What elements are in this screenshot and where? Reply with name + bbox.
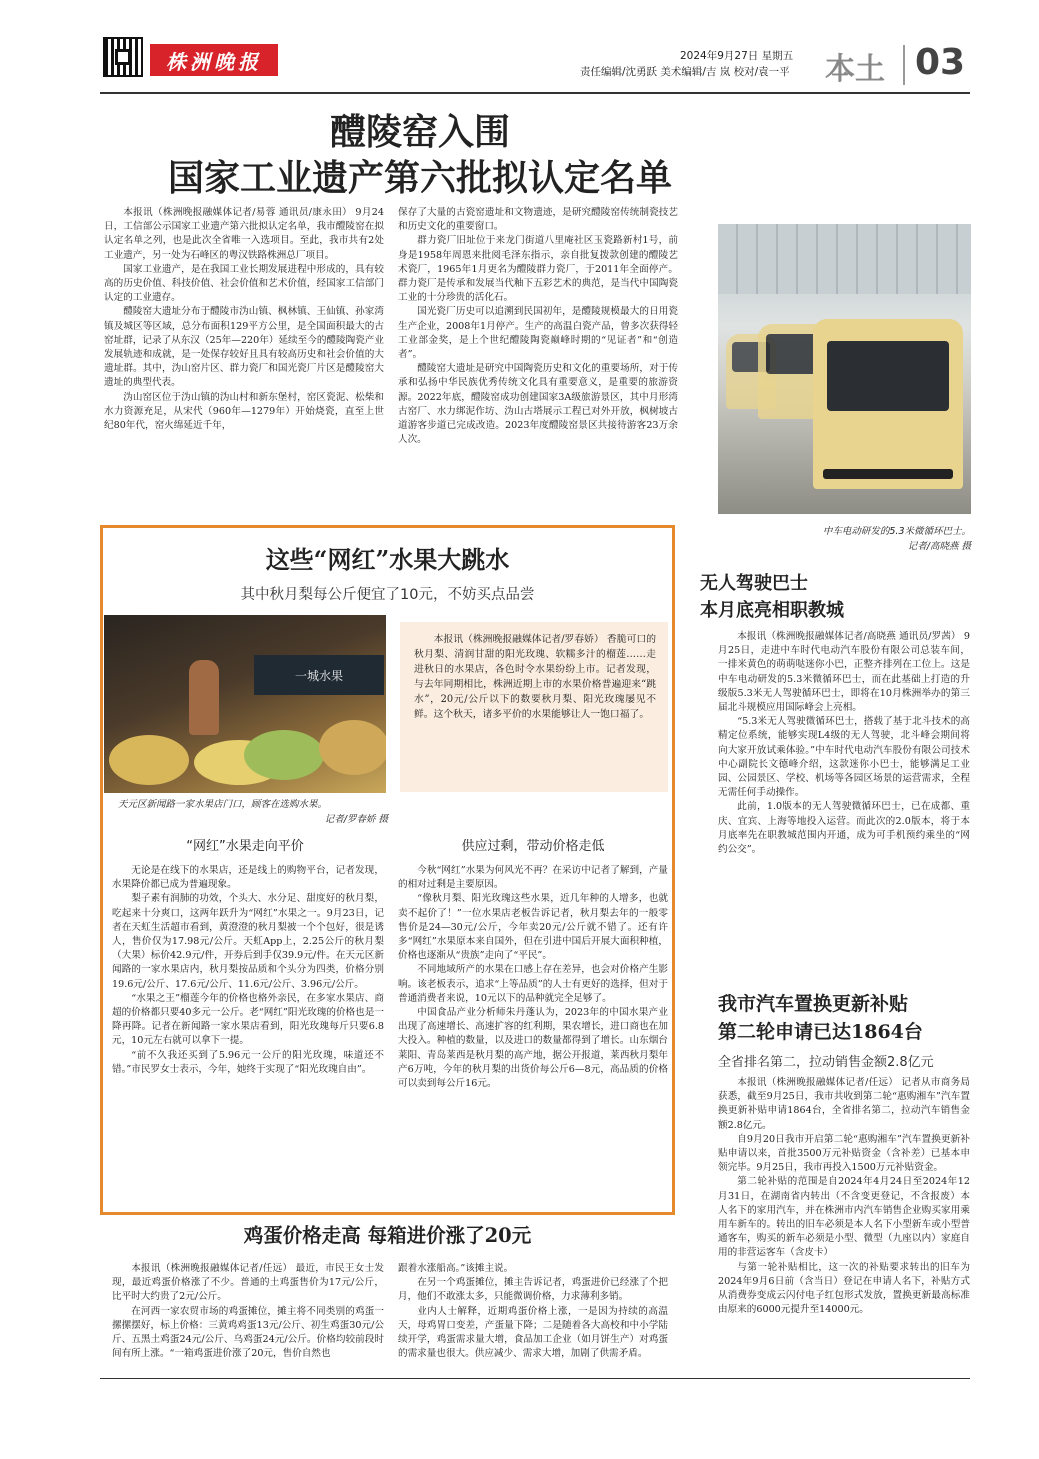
car-article-body xyxy=(718,1076,970,1317)
headline-line2: 本月底亮相职教城 xyxy=(700,600,844,621)
paragraph: 沩山窑区位于沩山镇的沩山村和新东堡村，窑区瓷泥、松柴和水力资源充足，从宋代（960年—1279年）开始烧瓷，直至上世纪80年代，窑火绵延近千年， xyxy=(104,391,384,432)
paragraph: 在河西一家农贸市场的鸡蛋摊位，摊主将不同类别的鸡蛋一摞摞摆好，标上价格：三黄鸡鸡蛋13元/公斤、初生鸡蛋30元/公斤、五黑土鸡蛋24元/公斤、乌鸡蛋24元/公斤。价格均较前段时间有所上涨。“一箱鸡蛋进价涨了20元，售价自然也 xyxy=(112,1305,384,1360)
bus-article-body xyxy=(718,630,970,857)
subheading-fruit-2: 供应过剩，带动价格走低 xyxy=(461,839,605,854)
bus-photo-caption xyxy=(718,524,971,554)
shop-sign: 一城水果 xyxy=(254,655,384,695)
fruit-photo-caption xyxy=(118,797,388,827)
paragraph: 梨子素有润肺的功效，个头大、水分足、甜度好的秋月梨，吃起来十分爽口，这两年跃升为“网红”水果之一。9月23日，记者在天虹生活超市看到，黄澄澄的秋月梨被一个个包好，很是诱人，售价仅为17.98元/公斤。天虹App上，2.25公斤的秋月梨（大果）标价42.9元/件，开券后到手仅39.9元/件。在天元区新闻路的一家水果店内，秋月梨按品质和个头分为四类，价格分别19.6元/公斤、17.6元/公斤、11.6元/公斤、3.96元/公斤。 xyxy=(112,893,384,990)
paragraph: 保存了大量的古瓷窑遗址和文物遗迹，是研究醴陵窑传统制瓷技艺和历史文化的重要窗口。 xyxy=(398,207,678,233)
headline-line2: 国家工业遗产第六批拟认定名单 xyxy=(167,158,672,199)
paragraph: 国家工业遗产，是在我国工业长期发展进程中形成的，具有较高的历史价值、科技价值、社会价值和艺术价值，经国家工信部门认定的工业遗存。 xyxy=(104,263,384,304)
page-number: 03 xyxy=(915,42,966,83)
paragraph: 业内人士解释，近期鸡蛋价格上涨，一是因为持续的高温天，母鸡胃口变差，产蛋量下降；二是随着各大高校和中小学陆续开学，鸡蛋需求量大增，食品加工企业（如月饼生产）对鸡蛋的需求量也很大。供应减少、需求大增，加剧了供需矛盾。 xyxy=(398,1305,668,1360)
headline-car-subsidy xyxy=(718,990,978,1046)
eggs-column1 xyxy=(112,1262,384,1361)
fruit-column1 xyxy=(112,864,384,1077)
fruit-intro-box xyxy=(400,622,668,792)
paragraph: “前不久我还买到了5.96元一公斤的阳光玫瑰，味道还不错。”市民罗女士表示，今年，她终于实现了“阳光玫瑰自由”。 xyxy=(112,1049,384,1075)
header-rule xyxy=(100,92,970,94)
fruit-shop-photo xyxy=(104,615,386,793)
fruit-column2 xyxy=(398,864,668,1091)
paragraph: 此前，1.0版本的无人驾驶微循环巴士，已在成都、重庆、宜宾、上海等地投入运营。而此次的2.0版本，将于本月底率先在职教城范围内开通，成为可手机预约乘坐的“网约公交”。 xyxy=(718,801,970,856)
paragraph: 本报讯（株洲晚报融媒体记者/易蓉 通讯员/康永田） 9月24日，工信部公示国家工业遗产第六批拟认定名单，我市醴陵窑在拟认定名单之列，也是此次全省唯一入选项目。至此，我市共有2处工业遗产，另一处为石峰区的粤汉铁路株洲总厂项目。 xyxy=(104,207,384,261)
paragraph: “水果之王”榴莲今年的价格也格外亲民，在多家水果店、商超的价格都只要40多元一公斤。老“网红”阳光玫瑰的价格也是一降再降。记者在新闻路一家水果店看到，阳光玫瑰每斤只要6.8元，10元左右就可以拿下一提。 xyxy=(112,992,384,1047)
headline-line2: 第二轮申请已达1864台 xyxy=(718,1021,923,1043)
paragraph: 本报讯（株洲晚报融媒体记者/任远） 记者从市商务局获悉，截至9月25日，我市共收到第二轮“惠购湘车”汽车置换更新补贴申请1864台，全省排名第二，拉动汽车销售金额2.8亿元。 xyxy=(718,1077,970,1131)
fruit-intro: 本报讯（株洲晚报融媒体记者/罗春娇） 香脆可口的秋月梨、清润甘甜的阳光玫瑰、软糯多汁的榴莲……走进秋日的水果店，各色时令水果纷纷上市。记者发现，与去年同期相比，株洲近期上市的水果价格普遍迎来“跳水”，20元/公斤以下的数要秋月梨、阳光玫瑰屡见不鲜。这个秋天，诸多平价的水果能够让人一饱口福了。 xyxy=(414,634,656,720)
paragraph: 国光瓷厂历史可以追溯到民国初年，是醴陵规模最大的日用瓷生产企业，2008年1月停产。生产的高温白瓷产品，曾多次获得轻工业部金奖，是上个世纪醴陵陶瓷巅峰时期的“见证者”和“创造者”。 xyxy=(398,306,678,361)
headline-driverless-bus xyxy=(700,570,970,624)
section-name: 本土 xyxy=(825,52,885,87)
paragraph: 不同地域所产的水果在口感上存在差异，也会对价格产生影响。该老板表示，追求“上等品质”的人士有更好的选择，但对于普通消费者来说，10元以下的品种就完全足够了。 xyxy=(398,964,668,1004)
caption-line2: 记者/高晓燕 摄 xyxy=(907,541,971,552)
paragraph: 在另一个鸡蛋摊位，摊主告诉记者，鸡蛋进价已经涨了个把月，他们不敢涨太多，只能微调价格，力求薄利多销。 xyxy=(398,1277,668,1303)
caption-line1: 天元区新闻路一家水果店门口，顾客在选购水果。 xyxy=(118,799,328,810)
headline-eggs: 鸡蛋价格走高 每箱进价涨了20元 xyxy=(243,1224,532,1247)
paragraph: 与第一轮补贴相比，这一次的补贴要求转出的旧车为2024年9月6日前（含当日）登记在申请人名下，补贴方式从消费券变成云闪付电子红包形式发放，置换更新最高标准由原来的6000元提升至14000元。 xyxy=(718,1261,970,1316)
eggs-column2 xyxy=(398,1262,668,1361)
paragraph: 自9月20日我市开启第二轮“惠购湘车”汽车置换更新补贴申请以来，首批3500万元补贴资金（含补差）已基本申领完毕。9月25日，我市再投入1500万元补贴资金。 xyxy=(718,1133,970,1174)
paragraph: 中国食品产业分析师朱丹蓬认为，2023年的中国水果产业出现了高速增长、高速扩容的红利期，果农增长，进口商也在加大投入。种植的数量，以及进口的数量都得到了增长。山东烟台莱阳、青岛莱西是秋月梨的高产地，据公开报道，莱西秋月梨年产6万吨，今年的秋月梨的出货价每公斤6—8元，高品质的价格可以卖到每公斤16元。 xyxy=(398,1007,668,1090)
paragraph: 第二轮补贴的范围是自2024年4月24日至2024年12月31日，在湖南省内转出（不含变更登记，不含报废）本人名下的家用汽车，并在株洲市内汽车销售企业购买家用乘用车新车的。转出的旧车必须是本人名下小型新车或小型普通客车，购买的新车必须是小型、微型（九座以内）家庭自用的非营运客车（含皮卡） xyxy=(718,1176,970,1259)
paragraph: “5.3米无人驾驶微循环巴士，搭载了基于北斗技术的高精定位系统，能够实现L4级的无人驾驶，北斗峰会期间将向大家开放试乘体验。”中车时代电动汽车股份有限公司技术中心副院长文德峰介绍，这款迷你小巴士，能够满足工业园、公园景区、学校、机场等各园区场景的运营需求，全程无需任何手动操作。 xyxy=(718,716,970,799)
bus-photo xyxy=(718,224,971,514)
date-line: 2024年9月27日 星期五 xyxy=(680,50,794,62)
paragraph: 醴陵窑大遗址是研究中国陶瓷历史和文化的重要场所，对于传承和弘扬中华民族优秀传统文化具有重要意义，是重要的旅游资源。2022年底，醴陵窑成功创建国家3A级旅游景区，其中月形湾古窑厂、水力绑泥作坊、沩山古塔展示工程已对外开放，枫树坡古道游客步道已完成改造。2023年度醴陵窑景区共接待游客23万余人次。 xyxy=(398,363,678,446)
paragraph: 醴陵窑大遗址分布于醴陵市沩山镇、枫林镇、王仙镇、孙家湾镇及城区等区域，总分布面积129平方公里，是全国面积最大的古窑址群，记录了从东汉（25年—220年）延续至今的醴陵陶瓷产业发展轨迹和成就，是一处保存较好且具有较高历史和社会价值的大遗址群。其中，沩山窑片区、群力瓷厂和国光瓷厂片区是醴陵窑大遗址的典型代表。 xyxy=(104,306,384,389)
section-divider xyxy=(903,45,905,85)
headline-line1: 我市汽车置换更新补贴 xyxy=(718,993,909,1015)
subheadline-fruit: 其中秋月梨每公斤便宜了10元，不妨买点品尝 xyxy=(240,587,535,603)
newspaper-logo: 株洲晚报 xyxy=(150,44,278,76)
footer-rule xyxy=(100,1378,970,1379)
article1-column1 xyxy=(104,206,384,433)
paragraph: 群力瓷厂旧址位于来龙门街道八里庵社区玉瓷路新村1号，前身是1958年周恩来批阅毛泽东指示，亲自批复拨款创建的醴陵艺术瓷厂，1965年1月更名为醴陵群力瓷厂，于2011年全面停产。群力瓷厂是传承和发展当代釉下五彩艺术的典范，是当代中国陶瓷工业的十分珍贵的活化石。 xyxy=(398,235,678,304)
editor-credits: 责任编辑/沈勇跃 美术编辑/吉 岚 校对/袁一平 xyxy=(580,66,790,78)
paragraph: “像秋月梨、阳光玫瑰这些水果，近几年种的人增多，也就卖不起价了！”一位水果店老板告诉记者，秋月梨去年的一般零售价是24—30元/公斤，今年卖20元/公斤就不错了。还有许多“网红”水果原本来自国外，但在引进中国后开展大面积种植，价格也逐渐从“贵族”走向了“平民”。 xyxy=(398,893,668,962)
headline-liling-kiln xyxy=(100,110,740,202)
paragraph: 跟着水涨船高。”该摊主说。 xyxy=(398,1263,514,1274)
headline-fruit: 这些“网红”水果大跳水 xyxy=(265,545,510,574)
caption-line2: 记者/罗春娇 摄 xyxy=(324,814,388,825)
subheading-fruit-1: “网红”水果走向平价 xyxy=(186,839,304,854)
paragraph: 本报讯（株洲晚报融媒体记者/任远） 最近，市民王女士发现，最近鸡蛋价格涨了不少。普通的土鸡蛋售价为17元/公斤，比平时大约贵了2元/公斤。 xyxy=(112,1263,384,1303)
qr-code-image xyxy=(103,37,143,77)
headline-line1: 无人驾驶巴士 xyxy=(700,573,808,594)
caption-line1: 中车电动研发的5.3米微循环巴士。 xyxy=(822,526,971,537)
paragraph: 今秋“网红”水果为何风光不再？在采访中记者了解到，产量的相对过剩是主要原因。 xyxy=(398,865,668,891)
headline-line1: 醴陵窑入围 xyxy=(329,112,510,153)
subheadline-car: 全省排名第二，拉动销售金额2.8亿元 xyxy=(718,1055,934,1070)
article1-column2 xyxy=(398,206,678,447)
paragraph: 本报讯（株洲晚报融媒体记者/高晓燕 通讯员/罗茜） 9月25日，走进中车时代电动汽车股份有限公司总装车间，一排米黄色的萌萌哒迷你小巴，正整齐排列在工位上。这是中车电动研发的5.3米微循环巴士，而在此基础上打造的升级版5.3米无人驾驶循环巴士，即将在10月株洲举办的第三届北斗规模应用国际峰会上亮相。 xyxy=(718,631,970,714)
paragraph: 无论是在线下的水果店，还是线上的购物平台，记者发现，水果降价都已成为普遍现象。 xyxy=(112,865,384,891)
